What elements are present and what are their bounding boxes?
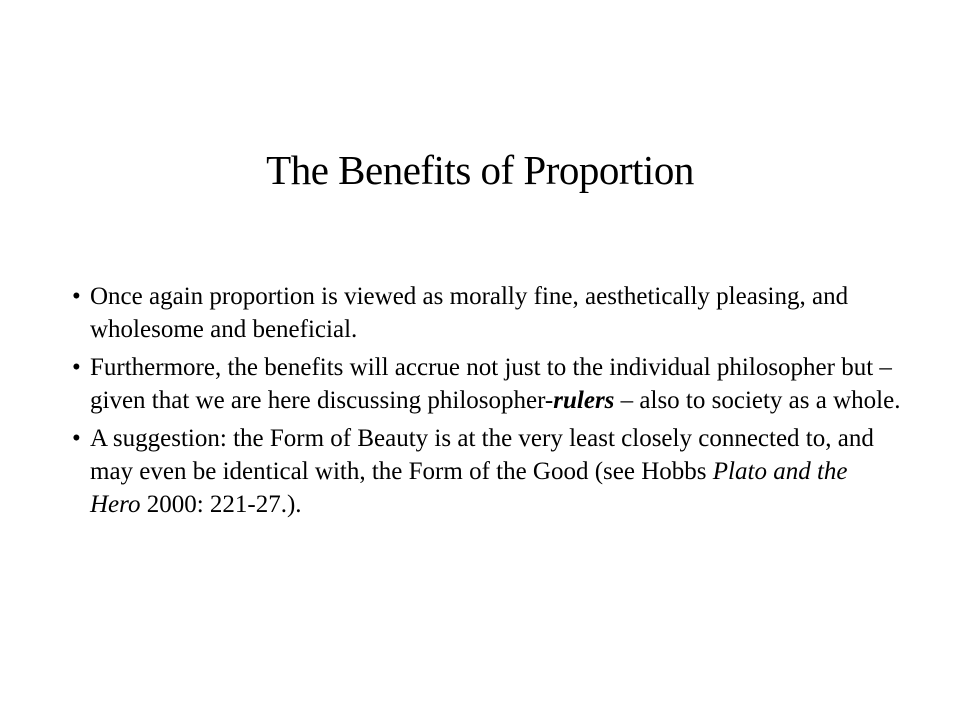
bullet-item-1: [72, 280, 902, 346]
bullet-text: Once again proportion is viewed as morally fine, aesthetically pleasing, and wholesome and beneficial.: [90, 283, 849, 343]
bullet-emphasis-rulers: rulers: [553, 387, 615, 414]
bullet-item-3: [72, 422, 902, 521]
book-title: Plato and the Hero: [90, 458, 848, 518]
bullet-symbol: •: [72, 425, 81, 452]
bullet-symbol: •: [72, 354, 81, 381]
bullet-text-after: 2000: 221-27.).: [140, 491, 302, 518]
bullet-text-after: – also to society as a whole.: [614, 387, 901, 414]
bullet-item-2: [72, 351, 902, 417]
slide-title: The Benefits of Proportion: [266, 147, 694, 193]
bullet-symbol: •: [72, 283, 81, 310]
bullet-text-before: A suggestion: the Form of Beauty is at the very least closely connected to, and may even be identical with, the Form of the Good (see Hobbs: [90, 425, 874, 485]
bullet-text-before: Furthermore, the benefits will accrue not just to the individual philosopher but – given that we are here discussing philosopher-: [90, 354, 892, 414]
bullet-list: [72, 280, 902, 526]
